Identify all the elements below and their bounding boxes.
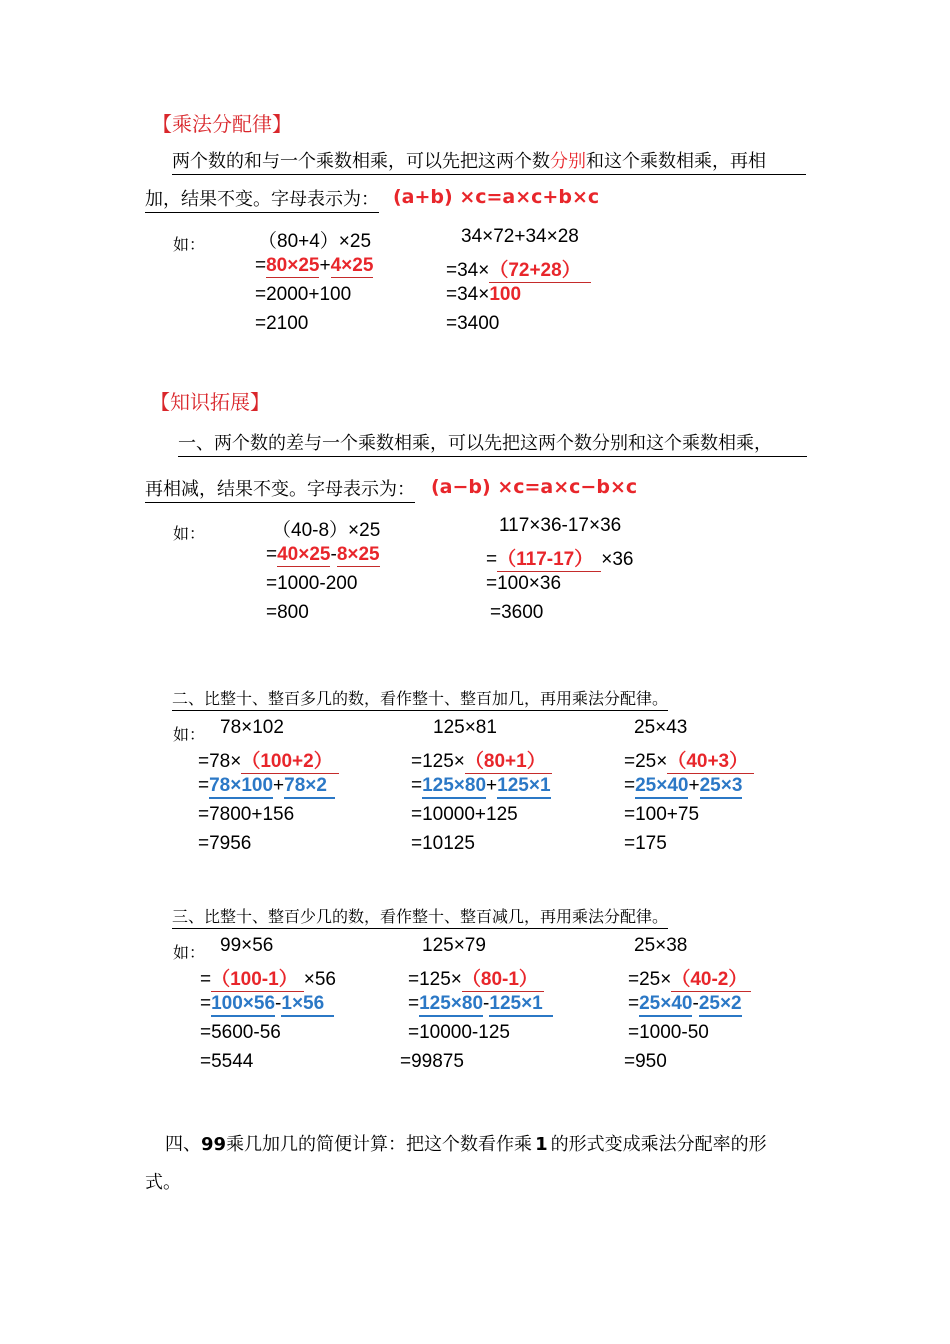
s3-c3-line1: 25×43 bbox=[634, 717, 688, 738]
ex4-eq: = bbox=[486, 549, 498, 570]
rule-text-line2 bbox=[145, 190, 379, 210]
s3-c1-l3-op: + bbox=[273, 775, 285, 796]
rule-text-line1 bbox=[172, 152, 766, 172]
s3-c2-l2-paren: （80+1） bbox=[465, 751, 552, 774]
s3-c2-l2-pre: =125× bbox=[411, 751, 465, 772]
rule3-text-inner: 三、比整十、整百少几的数，看作整十、整百减几，再用乘法分配律。 bbox=[172, 907, 668, 929]
ex3-line3: =1000-200 bbox=[266, 573, 358, 594]
s3-c2-line1: 125×81 bbox=[433, 717, 497, 738]
ex3-op: - bbox=[330, 544, 337, 565]
ex2-line1: 34×72+34×28 bbox=[461, 226, 579, 247]
s3-c2-line3 bbox=[411, 775, 551, 797]
ex2-line4: =3400 bbox=[446, 313, 500, 334]
s3-c2-l3-b2: 125×1 bbox=[497, 775, 550, 799]
s3-c3-line3 bbox=[624, 775, 742, 797]
s3-c1-line2 bbox=[198, 746, 339, 773]
s4-c1-l2-post: ×56 bbox=[303, 969, 336, 990]
s3-c2-l3-b1: 125×80 bbox=[422, 775, 486, 799]
ex1-line4: =2100 bbox=[255, 313, 309, 334]
s4-c1-line4: =5600-56 bbox=[200, 1022, 281, 1043]
s4-c2-line1: 125×79 bbox=[422, 935, 486, 956]
s4-c3-line2 bbox=[628, 964, 751, 991]
s4-c2-line2 bbox=[408, 964, 544, 991]
s4-c2-l3-op: - bbox=[483, 993, 490, 1014]
s4-c3-l3-op: - bbox=[692, 993, 699, 1014]
s3-c1-line1: 78×102 bbox=[220, 717, 284, 738]
underline-rule-line1 bbox=[172, 174, 806, 175]
ex2-prefix: =34× bbox=[446, 260, 490, 281]
s4-c2-line5: =99875 bbox=[400, 1051, 464, 1072]
ex1-term1: 80×25 bbox=[266, 255, 320, 276]
s4-c1-line1: 99×56 bbox=[220, 935, 274, 956]
s4-c2-line3 bbox=[408, 993, 553, 1015]
rule-text-emphasis: 分别 bbox=[550, 151, 586, 172]
s3-c3-l3-op: + bbox=[688, 775, 700, 796]
s4-c3-line3 bbox=[628, 993, 742, 1015]
s4-c1-l2-paren: （100-1） bbox=[211, 969, 304, 992]
ex3-term1: 40×25 bbox=[277, 544, 331, 565]
s4-c1-l3-b2: 1×56 bbox=[281, 993, 334, 1017]
s3-c3-l2-paren: （40+3） bbox=[667, 751, 754, 774]
ex3-line4: =800 bbox=[266, 602, 309, 623]
s3-c2-line4: =10000+125 bbox=[411, 804, 518, 825]
distributive-formula: (a+b) ×c=a×c+b×c bbox=[393, 186, 600, 208]
s4-c1-l3-b1: 100×56 bbox=[211, 993, 275, 1017]
s3-c3-l2-pre: =25× bbox=[624, 751, 668, 772]
ex2-l3-value: 100 bbox=[489, 284, 522, 305]
s3-c3-line2 bbox=[624, 746, 754, 773]
ex2-paren: （72+28） bbox=[489, 260, 590, 283]
s4-c2-l3-b1: 125×80 bbox=[419, 993, 483, 1017]
s4-c3-l2-pre: =25× bbox=[628, 969, 672, 990]
s4-c1-line2 bbox=[200, 964, 336, 991]
ex1-line2 bbox=[255, 255, 373, 277]
rule-text-line2-text: 加，结果不变。字母表示为： bbox=[145, 189, 379, 213]
ex1-line1: （80+4）×25 bbox=[258, 231, 372, 252]
s4-c2-line4: =10000-125 bbox=[408, 1022, 510, 1043]
s3-c3-line5: =175 bbox=[624, 833, 667, 854]
s4-c2-l2-pre: =125× bbox=[408, 969, 462, 990]
s4-c1-l3-pre: = bbox=[200, 993, 212, 1014]
s3-c1-line5: =7956 bbox=[198, 833, 252, 854]
rule4-b: 99 bbox=[201, 1134, 227, 1155]
s4-c1-line5: =5544 bbox=[200, 1051, 254, 1072]
s4-c3-l3-b1: 25×40 bbox=[639, 993, 692, 1017]
s3-c2-l3-op: + bbox=[486, 775, 498, 796]
rule4-e: 的形式变成乘法分配率的形 bbox=[550, 1134, 767, 1155]
ex4-line2 bbox=[486, 544, 633, 571]
rule-text-b: 和这个乘数相乘，再相 bbox=[586, 151, 766, 172]
rule1-line2-text: 再相减，结果不变。字母表示为： bbox=[145, 479, 415, 503]
ex3-term2: 8×25 bbox=[336, 544, 380, 565]
rule4-line1 bbox=[165, 1135, 767, 1155]
s3-c3-l3-b1: 25×40 bbox=[635, 775, 688, 799]
s3-c2-line2 bbox=[411, 746, 552, 773]
rule1-line2 bbox=[145, 480, 415, 500]
rule4-d: 1 bbox=[535, 1134, 548, 1155]
ex2-l3-prefix: =34× bbox=[446, 284, 490, 305]
underline-rule1-line1 bbox=[178, 456, 807, 457]
s4-c2-l3-b2: 125×1 bbox=[489, 993, 552, 1017]
ex3-line1: （40-8）×25 bbox=[272, 520, 381, 541]
rule2-text bbox=[172, 686, 668, 709]
rule4-line2: 式。 bbox=[145, 1172, 181, 1193]
s4-c2-l3-pre: = bbox=[408, 993, 420, 1014]
s4-c1-l2-pre: = bbox=[200, 969, 212, 990]
s3-c1-l2-pre: =78× bbox=[198, 751, 242, 772]
ex2-line3 bbox=[446, 284, 521, 306]
ex1-eq: = bbox=[255, 255, 267, 276]
ex2-line2 bbox=[446, 255, 591, 282]
s4-c1-l3-op: - bbox=[275, 993, 282, 1014]
rule3-text bbox=[172, 904, 668, 927]
s3-c1-line3 bbox=[198, 775, 335, 797]
s4-c2-l2-paren: （80-1） bbox=[462, 969, 544, 992]
s3-c3-l3-b2: 25×3 bbox=[700, 775, 743, 799]
rule2-text-inner: 二、比整十、整百多几的数，看作整十、整百加几，再用乘法分配律。 bbox=[172, 689, 668, 711]
ex4-line1: 117×36-17×36 bbox=[499, 515, 622, 536]
s4-c3-line1: 25×38 bbox=[634, 935, 688, 956]
s3-c1-line4: =7800+156 bbox=[198, 804, 295, 825]
section-title-knowledge-extension: 【知识拓展】 bbox=[150, 390, 270, 414]
s4-c3-l3-b2: 25×2 bbox=[699, 993, 742, 1017]
s3-c2-line5: =10125 bbox=[411, 833, 475, 854]
ex4-line4: =3600 bbox=[490, 602, 544, 623]
ex4-post: ×36 bbox=[601, 549, 634, 570]
s3-c1-l3-pre: = bbox=[198, 775, 210, 796]
example-label-4: 如： bbox=[173, 943, 206, 962]
s3-c3-line4: =100+75 bbox=[624, 804, 700, 825]
section-title-distributive-law: 【乘法分配律】 bbox=[152, 112, 292, 136]
example-label: 如： bbox=[173, 235, 206, 254]
ex1-op: + bbox=[319, 255, 331, 276]
s4-c1-line3 bbox=[200, 993, 334, 1015]
rule4-c: 乘几加几的简便计算：把这个数看作乘 bbox=[226, 1134, 533, 1155]
s4-c3-line4: =1000-50 bbox=[628, 1022, 709, 1043]
s3-c1-l2-paren: （100+2） bbox=[241, 751, 338, 774]
ex3-eq: = bbox=[266, 544, 278, 565]
difference-formula: (a−b) ×c=a×c−b×c bbox=[431, 476, 638, 498]
s4-c3-line5: =950 bbox=[624, 1051, 667, 1072]
ex1-term2: 4×25 bbox=[330, 255, 374, 276]
rule-text-a: 两个数的和与一个乘数相乘，可以先把这两个数 bbox=[172, 151, 550, 172]
ex4-paren: （117-17） bbox=[497, 549, 601, 572]
example-label-2: 如： bbox=[173, 524, 206, 543]
ex3-line2 bbox=[266, 544, 380, 566]
s3-c1-l3-b1: 78×100 bbox=[209, 775, 273, 799]
ex4-line3: =100×36 bbox=[486, 573, 562, 594]
s3-c2-l3-pre: = bbox=[411, 775, 423, 796]
ex1-line3: =2000+100 bbox=[255, 284, 352, 305]
example-label-3: 如： bbox=[173, 725, 206, 744]
s3-c3-l3-pre: = bbox=[624, 775, 636, 796]
rule1-line1: 一、两个数的差与一个乘数相乘，可以先把这两个数分别和这个乘数相乘， bbox=[178, 433, 772, 454]
s3-c1-l3-b2: 78×2 bbox=[284, 775, 335, 799]
s4-c3-l3-pre: = bbox=[628, 993, 640, 1014]
s4-c3-l2-paren: （40-2） bbox=[671, 969, 751, 992]
rule4-a: 四、 bbox=[165, 1134, 201, 1155]
